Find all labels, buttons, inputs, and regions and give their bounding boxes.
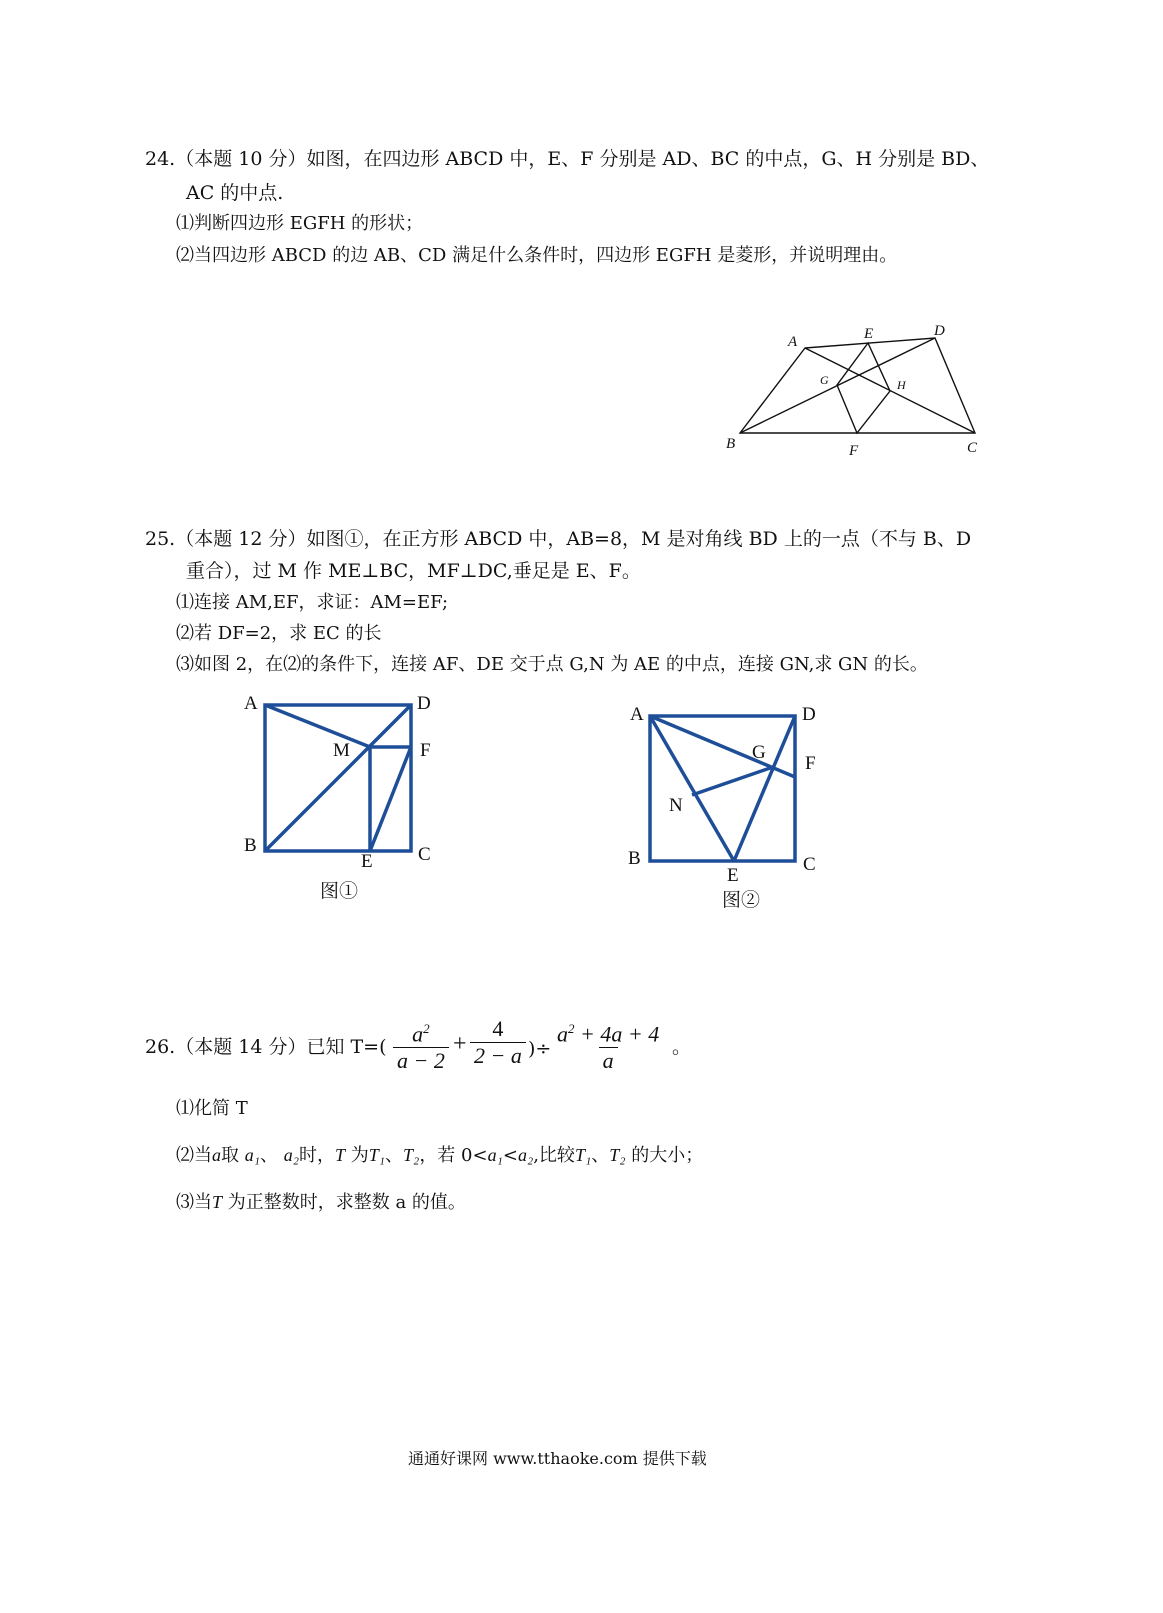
q26-part3-seg-a: ⑶当 [176, 1192, 212, 1213]
segment-ae [650, 716, 734, 861]
fig2-label-n: N [669, 795, 683, 816]
fig1-label-m: M [333, 740, 350, 761]
q26-part2-seg-k: 、 [385, 1145, 404, 1166]
frac3-num-exp: 2 [568, 1021, 575, 1036]
frac3-num-rest: + 4a + 4 [574, 1021, 660, 1047]
q26-part3-seg-c: 为正整数时，求整数 a 的值。 [227, 1192, 466, 1213]
q26-part2-seg-n: a₁ [487, 1145, 503, 1165]
fig1-label-b: B [244, 835, 257, 856]
q26-part2-seg-r: T₁ [574, 1145, 592, 1165]
footer-credit: 通通好课网 www.tthaoke.com 提供下载 [408, 1449, 707, 1468]
label-f: F [849, 443, 859, 459]
q26-suffix: 。 [672, 1036, 692, 1058]
fig1-label-c: C [418, 844, 431, 865]
q26-stem-prefix: 26.（本题 14 分）已知 T=( [145, 1036, 387, 1058]
frac3-den: a [599, 1047, 618, 1074]
q26-fraction-3 [553, 1016, 663, 1074]
q26-part3 [176, 1189, 466, 1216]
fig1-label-a: A [244, 693, 258, 714]
label-c: C [967, 440, 978, 456]
segment-de [734, 716, 795, 861]
quad-abcd [740, 338, 975, 433]
q24-stem-line1: 24.（本题 10 分）如图，在四边形 ABCD 中，E、F 分别是 AD、BC 的中点，G、H 分别是 BD、 [145, 148, 990, 170]
label-g: G [820, 373, 829, 387]
q26-part3-seg-b: T [212, 1192, 223, 1212]
frac3-num-a: a [557, 1021, 568, 1047]
q26-part2-seg-h: T [335, 1145, 346, 1165]
segment-am [265, 705, 370, 747]
q26-part2-seg-c: 取 [221, 1145, 239, 1166]
fig2-label-b: B [628, 848, 641, 869]
fig2-label-d: D [802, 704, 816, 725]
q26-part1: ⑴化简 T [176, 1098, 248, 1119]
q26-part2-seg-t: T₂ [609, 1145, 626, 1165]
label-a: A [788, 334, 798, 350]
fig2-label-a: A [630, 704, 644, 725]
q25-stem-line2: 重合），过 M 作 ME⊥BC，MF⊥DC,垂足是 E、F。 [186, 560, 641, 582]
frac1-den: a − 2 [393, 1047, 449, 1074]
fig2-caption: 图② [722, 890, 761, 911]
q26-part2-seg-g: 时， [299, 1145, 335, 1166]
frac1-num: a [412, 1021, 424, 1047]
q26-part2-seg-j: T₁ [368, 1145, 386, 1165]
frac1-num-exp: 2 [423, 1021, 430, 1036]
fig2-label-e: E [727, 865, 739, 886]
q25-stem-line1: 25.（本题 12 分）如图①，在正方形 ABCD 中，AB=8，M 是对角线 BD 上的一点（不与 B、D [145, 528, 972, 550]
q24-stem-line2: AC 的中点. [186, 182, 284, 204]
q26-part2-seg-i: 为 [350, 1145, 369, 1166]
label-h: H [897, 378, 906, 392]
q26-part2-seg-a: ⑵当 [176, 1145, 212, 1166]
q24-figure [715, 315, 995, 465]
q26-plus: + [453, 1031, 467, 1057]
q24-part2: ⑵当四边形 ABCD 的边 AB、CD 满足什么条件时，四边形 EGFH 是菱形，并说明理由。 [176, 245, 898, 266]
q26-part2-seg-p: a₂ [517, 1145, 534, 1165]
q26-part2-seg-l: T₂ [403, 1145, 420, 1165]
fig2-label-f: F [805, 753, 816, 774]
fig2-label-g: G [752, 742, 766, 763]
q25-figure-2 [620, 700, 835, 915]
label-b: B [726, 436, 736, 452]
q26-part2 [176, 1142, 703, 1169]
segment-gn [692, 767, 773, 795]
fig1-caption: 图① [320, 881, 359, 902]
fig1-label-e: E [361, 851, 373, 872]
q26-part2-seg-u: 的大小； [631, 1145, 704, 1166]
segment-ef [370, 747, 411, 851]
q26-part2-seg-b: a [212, 1145, 221, 1165]
q26-part2-seg-e: 、 [260, 1145, 278, 1166]
q26-part2-seg-q: ,比较 [533, 1145, 575, 1166]
q26-fraction-1 [393, 1016, 449, 1074]
q26-part2-seg-s: 、 [591, 1145, 610, 1166]
q26-part2-seg-m: ，若 0< [419, 1145, 488, 1166]
q26-part2-seg-f: a₂ [283, 1145, 299, 1165]
q24-part1: ⑴判断四边形 EGFH 的形状； [176, 213, 424, 234]
frac2-num: 4 [492, 1016, 504, 1041]
q26-fraction-2 [470, 1016, 526, 1069]
q25-part2: ⑵若 DF=2，求 EC 的长 [176, 623, 382, 644]
q25-part3: ⑶如图 2，在⑵的条件下，连接 AF、DE 交于点 G,N 为 AE 的中点，连接 GN,求 GN 的长。 [176, 654, 928, 675]
q26-part2-seg-o: < [502, 1145, 518, 1166]
label-d: D [934, 323, 945, 339]
frac2-den: 2 − a [470, 1042, 526, 1069]
q25-part1: ⑴连接 AM,EF，求证：AM=EF; [176, 592, 449, 613]
q25-figure-1 [235, 690, 450, 915]
quad-egfh [837, 343, 890, 433]
fig2-label-c: C [803, 854, 816, 875]
label-e: E [864, 326, 874, 342]
diagonal-bd [265, 705, 411, 851]
q26-close-div: )÷ [528, 1038, 552, 1060]
fig1-label-d: D [417, 693, 431, 714]
q26-part2-seg-d: a₁ [244, 1145, 260, 1165]
fig1-label-f: F [420, 740, 431, 761]
